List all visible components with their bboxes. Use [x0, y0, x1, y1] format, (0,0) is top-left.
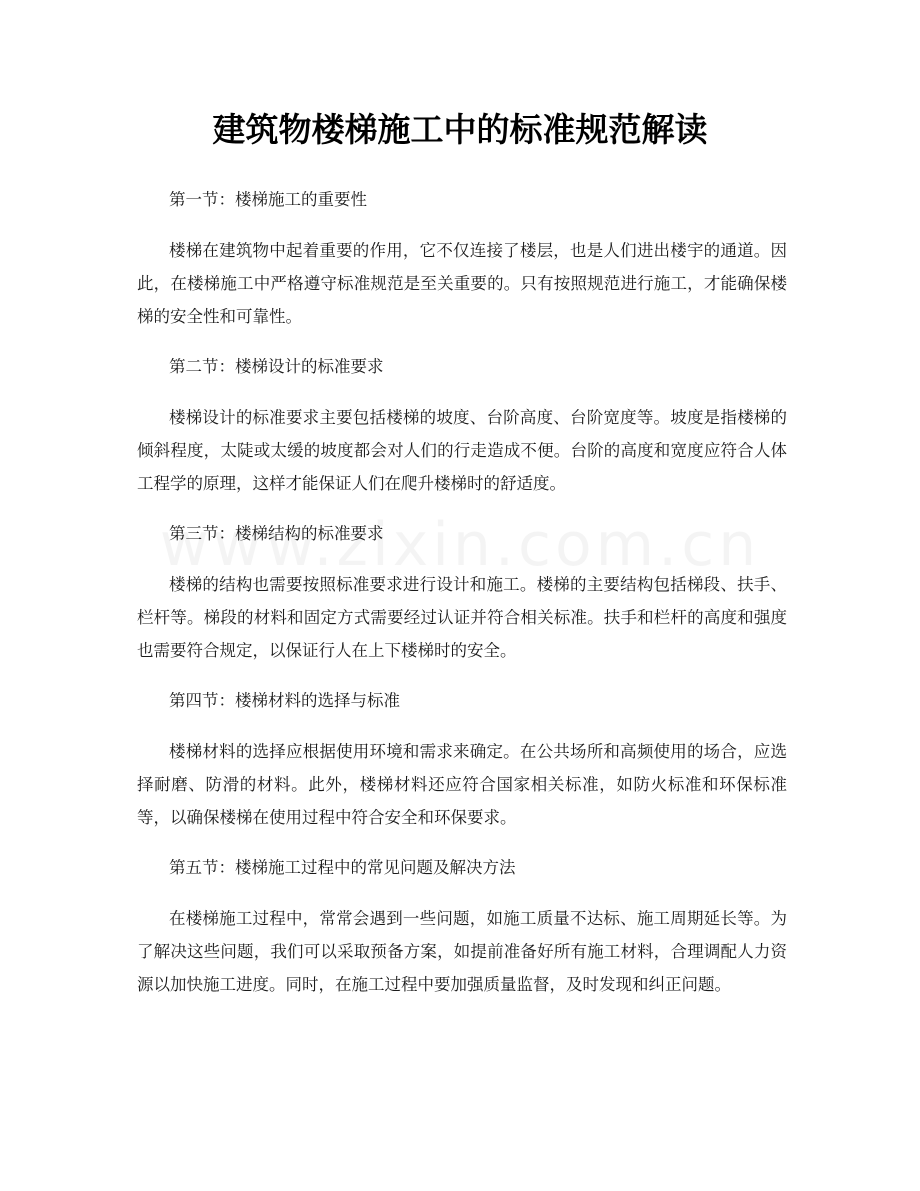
section-4: [137, 681, 787, 834]
section-paragraph: 楼梯的结构也需要按照标准要求进行设计和施工。楼梯的主要结构包括梯段、扶手、栏杆等。梯段的材料和固定方式需要经过认证并符合相关标准。扶手和栏杆的高度和强度也需要符合规定，以保证行人在上下楼梯时的安全。: [137, 575, 787, 660]
section-paragraph: 楼梯材料的选择应根据使用环境和需求来确定。在公共场所和高频使用的场合，应选择耐磨、防滑的材料。此外，楼梯材料还应符合国家相关标准，如防火标准和环保标准等，以确保楼梯在使用过程中符合安全和环保要求。: [137, 742, 787, 827]
section-1: [137, 180, 787, 333]
section-heading: 第三节：楼梯结构的标准要求: [169, 524, 384, 543]
section-paragraph: 楼梯在建筑物中起着重要的作用，它不仅连接了楼层，也是人们进出楼宇的通道。因此，在楼梯施工中严格遵守标准规范是至关重要的。只有按照规范进行施工，才能确保楼梯的安全性和可靠性。: [137, 241, 787, 326]
section-5: [137, 848, 787, 1001]
section-paragraph: 楼梯设计的标准要求主要包括楼梯的坡度、台阶高度、台阶宽度等。坡度是指楼梯的倾斜程度，太陡或太缓的坡度都会对人们的行走造成不便。台阶的高度和宽度应符合人体工程学的原理，这样才能保证人们在爬升楼梯时的舒适度。: [137, 408, 787, 493]
document-body: [137, 180, 787, 1015]
section-paragraph: 在楼梯施工过程中，常常会遇到一些问题，如施工质量不达标、施工周期延长等。为了解决这些问题，我们可以采取预备方案，如提前准备好所有施工材料，合理调配人力资源以加快施工进度。同时，在施工过程中要加强质量监督，及时发现和纠正问题。: [137, 909, 787, 994]
section-heading: 第一节：楼梯施工的重要性: [169, 190, 367, 209]
page-title: 建筑物楼梯施工中的标准规范解读: [212, 110, 708, 149]
section-heading: 第四节：楼梯材料的选择与标准: [169, 691, 400, 710]
section-3: [137, 514, 787, 667]
section-2: [137, 347, 787, 500]
section-heading: 第五节：楼梯施工过程中的常见问题及解决方法: [169, 858, 516, 877]
section-heading: 第二节：楼梯设计的标准要求: [169, 357, 384, 376]
